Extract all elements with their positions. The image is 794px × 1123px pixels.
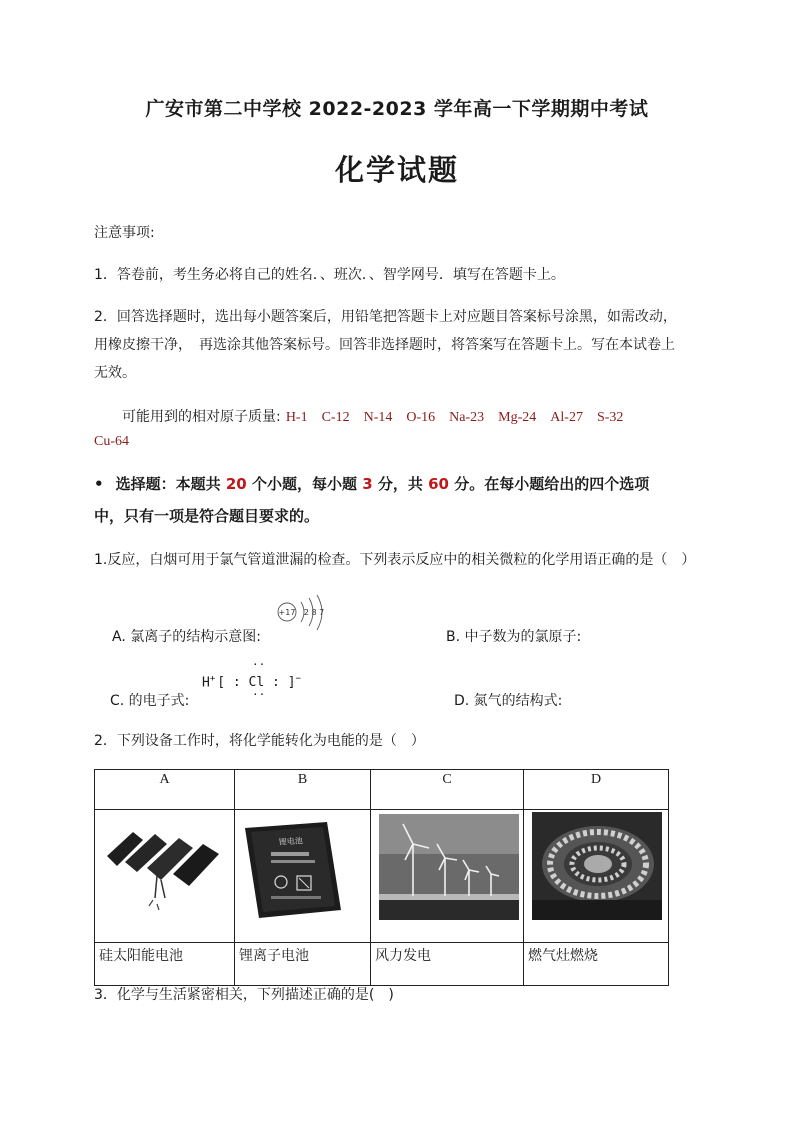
mass-s: S-32 — [596, 410, 624, 425]
header-d: D — [524, 770, 669, 810]
q1-option-d: D. 氮气的结构式: — [454, 693, 563, 709]
subject-title: 化学试题 — [334, 153, 459, 187]
mass-n: N-14 — [363, 410, 393, 425]
section-text-4: 分。在每小题给出的四个选项 — [454, 475, 650, 493]
q1-option-b: B. 中子数为的氯原子: — [446, 629, 582, 645]
mass-c: C-12 — [321, 410, 350, 425]
caption-c: 风力发电 — [371, 943, 524, 986]
formula-plus: + — [209, 674, 216, 684]
wind-turbines-image — [379, 814, 519, 920]
chloride-ion-diagram — [274, 594, 334, 638]
section-text-2: 个小题，每小题 — [251, 475, 357, 493]
section-text-3: 分，共 — [377, 475, 423, 493]
mass-al: Al-27 — [550, 410, 583, 425]
electron-shells: 2 8 7 — [303, 608, 325, 617]
section-heading-line-2: 中，只有一项是符合题目要求的。 — [94, 507, 320, 525]
bullet: • — [94, 475, 104, 493]
image-cell-b — [235, 810, 371, 943]
atomic-mass-list — [286, 410, 638, 425]
note-item-1: 1．答卷前，考生务必将自己的姓名．、班次．、智学网号．填写在答题卡上。 — [94, 267, 565, 283]
points-each: 3 — [362, 475, 373, 493]
header-b: B — [235, 770, 371, 810]
notes-heading: 注意事项: — [94, 225, 155, 241]
caption-d: 燃气灶燃烧 — [524, 943, 669, 986]
caption-b: 锂离子电池 — [235, 943, 371, 986]
image-cell-c — [371, 810, 524, 943]
header-a: A — [95, 770, 235, 810]
mass-o: O-16 — [406, 410, 436, 425]
question-3-stem: 3．化学与生活紧密相关，下列描述正确的是( ) — [94, 987, 394, 1003]
note-item-2-line-1: 2．回答选择题时，选出每小题答案后，用铅笔把答题卡上对应题目答案标号涂黑，如需改动， — [94, 309, 677, 325]
battery-label: 锂电池 — [278, 836, 304, 847]
gas-stove-image — [532, 812, 662, 920]
formula-body: [ : Cl : ] — [217, 675, 296, 691]
mass-na: Na-23 — [449, 410, 485, 425]
image-cell-d — [524, 810, 669, 943]
section-heading — [94, 473, 649, 494]
total-points: 60 — [428, 475, 449, 493]
formula-minus: − — [295, 674, 301, 684]
question-count: 20 — [225, 475, 247, 493]
q1-option-c: C. 的电子式: — [110, 693, 190, 709]
formula-h: H — [202, 675, 210, 691]
exam-title: 广安市第二中学校 2022-2023 学年高一下学期期中考试 — [145, 98, 649, 120]
nucleus-charge: +17 — [278, 608, 296, 617]
mass-cu: Cu-64 — [94, 434, 129, 449]
header-c: C — [371, 770, 524, 810]
formula-dots-bottom: ·· — [252, 688, 266, 701]
q1-option-a: A. 氯离子的结构示意图: — [112, 629, 261, 645]
image-cell-a — [95, 810, 235, 943]
solar-panel-image — [103, 818, 223, 918]
formula-dots-top: ·· — [252, 658, 266, 671]
caption-a: 硅太阳能电池 — [95, 943, 235, 986]
lithium-battery-image — [241, 818, 345, 922]
note-item-2-line-2: 用橡皮擦干净， 再选涂其他答案标号。回答非选择题时，将答案写在答题卡上。写在本试卷上 — [94, 337, 675, 353]
question-1-stem: 1.反应，白烟可用于氯气管道泄漏的检查。下列表示反应中的相关微粒的化学用语正确的是（ ） — [94, 552, 696, 568]
section-text-1: 选择题：本题共 — [115, 475, 221, 493]
mass-h: H-1 — [285, 410, 308, 425]
atomic-mass-prefix: 可能用到的相对原子质量: — [122, 409, 281, 425]
q2-options-table — [94, 769, 669, 986]
note-item-2-line-3: 无效。 — [94, 365, 136, 381]
atomic-mass-line — [122, 406, 637, 426]
question-2-stem: 2．下列设备工作时，将化学能转化为电能的是（ ） — [94, 733, 425, 749]
mass-mg: Mg-24 — [498, 410, 537, 425]
